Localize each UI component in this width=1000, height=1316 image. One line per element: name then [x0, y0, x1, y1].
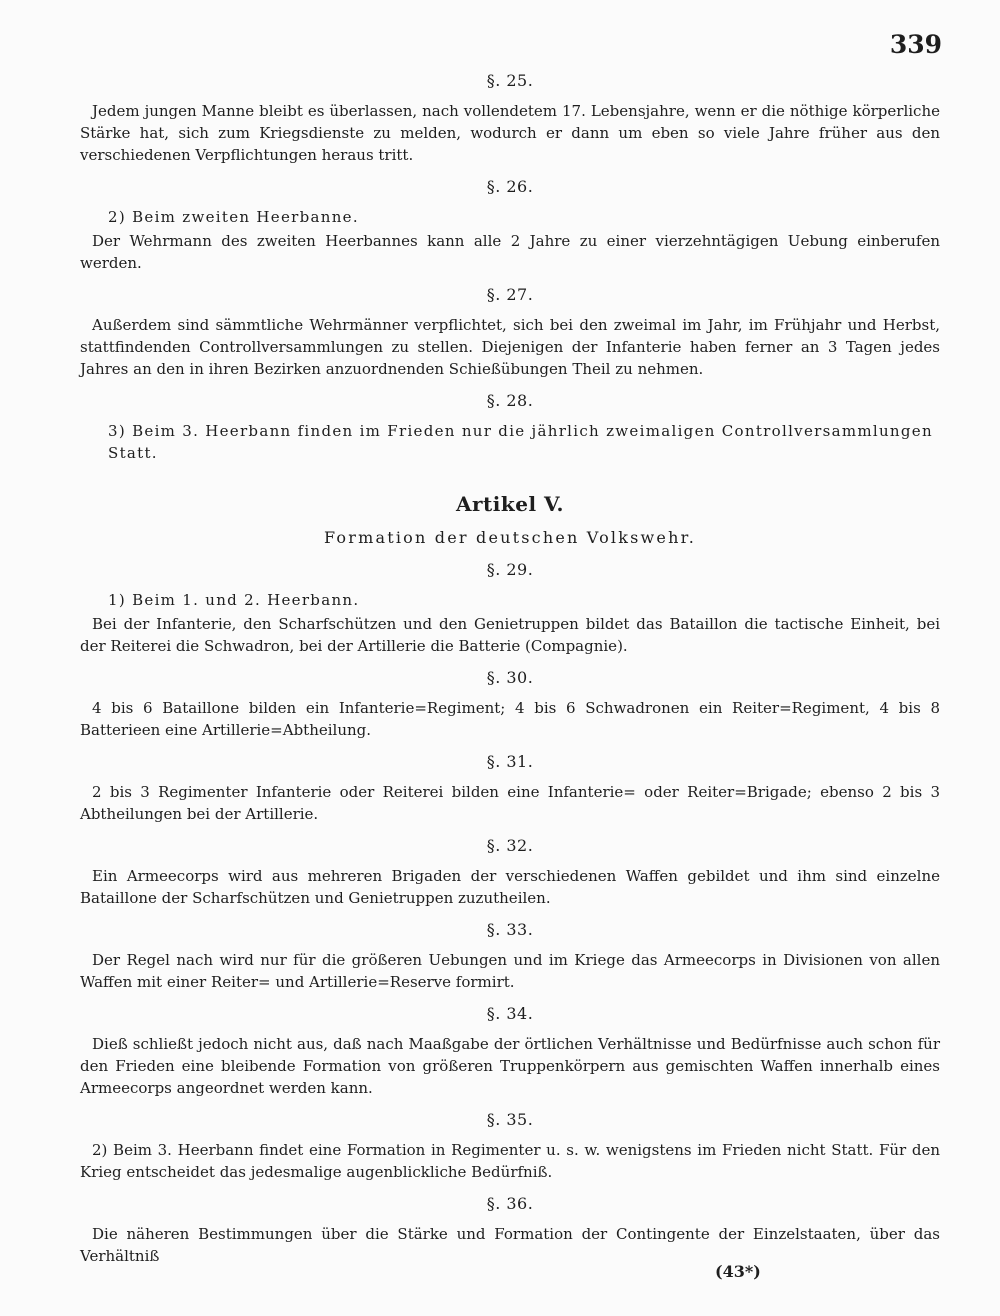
section-heading: §. 26. [486, 177, 534, 196]
section-29 [80, 559, 940, 657]
section-paragraph: 4 bis 6 Bataillone bilden ein Infanterie=Regiment; 4 bis 6 Schwadronen ein Reiter=Regiment, 4 bis 8 Batterieen eine Artillerie=Abtheilung. [80, 699, 940, 739]
section-25 [80, 70, 940, 166]
section-31 [80, 751, 940, 825]
section-paragraph: Die näheren Bestimmungen über die Stärke und Formation der Contingente der Einzelstaaten, über das Verhältniß [80, 1225, 940, 1265]
section-paragraph: Ein Armeecorps wird aus mehreren Brigaden der verschiedenen Waffen gebildet und ihm sind einzelne Bataillone der Scharfschützen und Genietruppen zuzutheilen. [80, 867, 940, 907]
article-title: Artikel V. [455, 492, 565, 516]
section-32 [80, 835, 940, 909]
section-30 [80, 667, 940, 741]
article-subtitle: Formation der deutschen Volkswehr. [323, 528, 696, 547]
section-heading: §. 35. [486, 1110, 534, 1129]
document-body [80, 60, 940, 1286]
section-heading: §. 27. [486, 285, 534, 304]
section-subheading: 3) Beim 3. Heerbann finden im Frieden nur die jährlich zweimaligen Controllversammlungen Statt. [108, 422, 933, 462]
section-36 [80, 1193, 940, 1267]
section-heading: §. 29. [486, 560, 534, 579]
section-paragraph: Der Wehrmann des zweiten Heerbannes kann alle 2 Jahre zu einer vierzehntägigen Uebung einberufen werden. [80, 232, 940, 272]
section-paragraph: Dieß schließt jedoch nicht aus, daß nach Maaßgabe der örtlichen Verhältnisse und Bedürfnisse auch schon für den Frieden eine bleibende Formation von größeren Truppenkörpern aus gemischten Waffen innerhalb eines Armeecorps angeordnet werden kann. [80, 1035, 940, 1097]
page-number: 339 [889, 30, 942, 59]
section-heading: §. 28. [486, 391, 534, 410]
section-paragraph: Bei der Infanterie, den Scharfschützen und den Genietruppen bildet das Bataillon die tactische Einheit, bei der Reiterei die Schwadron, bei der Artillerie die Batterie (Compagnie). [80, 615, 940, 655]
section-heading: §. 32. [486, 836, 534, 855]
section-paragraph: 2) Beim 3. Heerbann findet eine Formation in Regimenter u. s. w. wenigstens im Frieden nicht Statt. Für den Krieg entscheidet das jedesmalige augenblickliche Bedürfniß. [80, 1141, 940, 1181]
section-heading: §. 25. [486, 71, 534, 90]
section-paragraph: Außerdem sind sämmtliche Wehrmänner verpflichtet, sich bei den zweimal im Jahr, im Frühjahr und Herbst, stattfindenden Controllversammlungen zu stellen. Diejenigen der Infanterie haben ferner an 3 Tagen jedes Jahres an den in ihren Bezirken anzuordnenden Schießübungen Theil zu nehmen. [80, 316, 940, 378]
section-27 [80, 284, 940, 380]
section-subheading: 2) Beim zweiten Heerbanne. [108, 208, 359, 226]
section-heading: §. 30. [486, 668, 534, 687]
section-paragraph: Jedem jungen Manne bleibt es überlassen, nach vollendetem 17. Lebensjahre, wenn er die nöthige körperliche Stärke hat, sich zum Kriegsdienste zu melden, wodurch er dann um eben so viele Jahre früher aus den verschiedenen Verpflichtungen heraus tritt. [80, 102, 940, 164]
section-subheading: 1) Beim 1. und 2. Heerbann. [108, 591, 360, 609]
section-paragraph: Der Regel nach wird nur für die größeren Uebungen und im Kriege das Armeecorps in Divisionen von allen Waffen mit einer Reiter= und Artillerie=Reserve formirt. [80, 951, 940, 991]
section-heading: §. 36. [486, 1194, 534, 1213]
section-26 [80, 176, 940, 274]
section-33 [80, 919, 940, 993]
section-35 [80, 1109, 940, 1183]
signature-mark: (43*) [715, 1262, 761, 1281]
section-heading: §. 31. [486, 752, 534, 771]
section-heading: §. 33. [486, 920, 534, 939]
section-heading: §. 34. [486, 1004, 534, 1023]
section-34 [80, 1003, 940, 1099]
section-paragraph: 2 bis 3 Regimenter Infanterie oder Reiterei bilden eine Infanterie= oder Reiter=Brigade; ebenso 2 bis 3 Abtheilungen bei der Artillerie. [80, 783, 940, 823]
section-28 [80, 390, 940, 464]
